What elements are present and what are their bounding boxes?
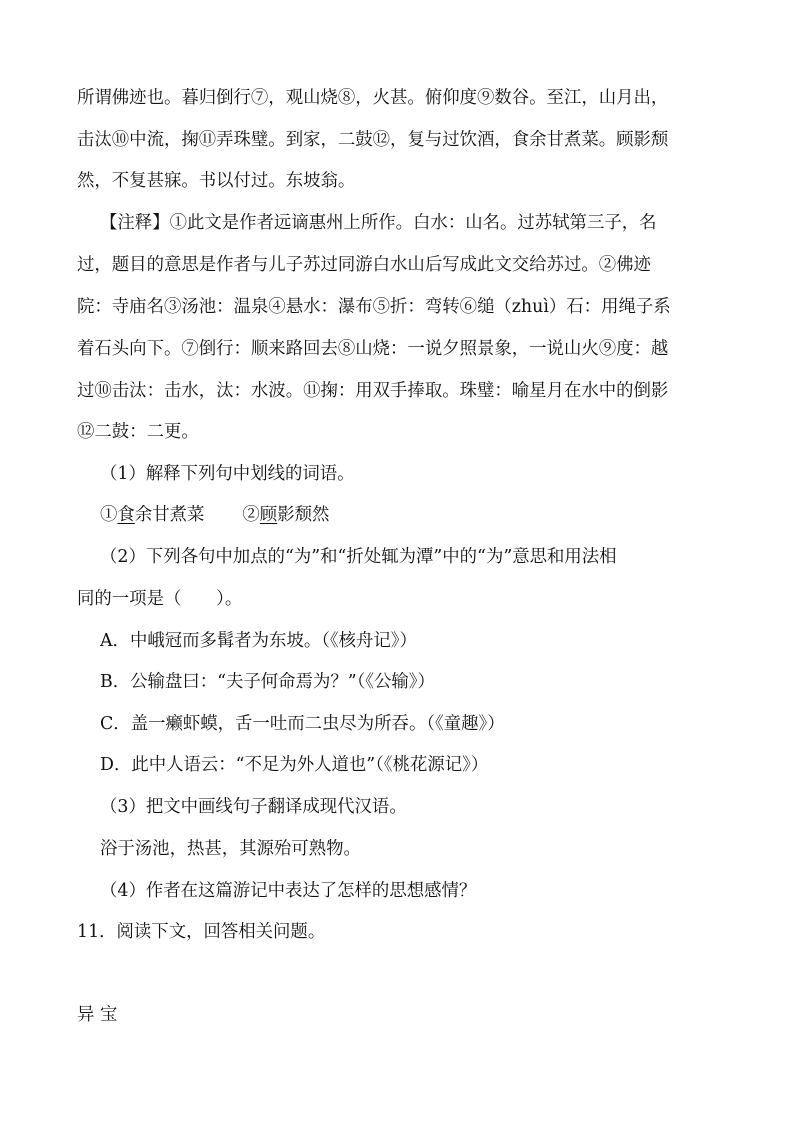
notes-line: 院：寺庙名③汤池：温泉④悬水：瀑布⑤折：弯转⑥缒（zhuì）石：用绳子系 xyxy=(77,297,671,317)
notes-line: 【注释】①此文是作者远谪惠州上所作。白水：山名。过苏轼第三子，名 xyxy=(100,213,657,233)
question-3-prompt: （3）把文中画线句子翻译成现代汉语。 xyxy=(100,797,407,817)
underlined-word: 食 xyxy=(117,505,135,525)
question-2-prompt: （2）下列各句中加点的“为”和“折处辄为潭”中的“为”意思和用法相 xyxy=(100,547,617,567)
notes-line: 过⑩击汰：击水，汰：水波。⑪掬：用双手捧取。珠璧：喻星月在水中的倒影 xyxy=(77,381,669,401)
option-c: C．盖一癞虾蟆，舌一吐而二虫尽为所吞。（《童趣》） xyxy=(100,714,505,734)
question-11-prompt: 11．阅读下文，回答相关问题。 xyxy=(77,922,326,942)
item-text: 余甘煮菜 xyxy=(134,505,205,525)
item-text: 影颓然 xyxy=(277,505,330,525)
question-1-prompt: （1）解释下列句中划线的词语。 xyxy=(100,464,355,484)
option-d: D．此中人语云：“不足为外人道也”（《桃花源记》） xyxy=(100,755,489,775)
passage-line: 所谓佛迹也。暮归倒行⑦，观山烧⑧，火甚。俯仰度⑨数谷。至江，山月出， xyxy=(77,88,669,108)
section-title: 异 宝 xyxy=(77,1005,118,1025)
question-3-sentence: 浴于汤池，热甚，其源殆可熟物。 xyxy=(100,839,361,859)
question-2-prompt: 同的一项是（ ）。 xyxy=(77,589,243,609)
notes-line: 着石头向下。⑦倒行：顺来路回去⑧山烧：一说夕照景象，一说山火⑨度：越 xyxy=(77,339,669,359)
passage-line: 然，不复甚寐。书以付过。东坡翁。 xyxy=(77,171,356,191)
passage-line: 击汰⑩中流，掬⑪弄珠璧。到家，二鼓⑫，复与过饮酒，食余甘煮菜。顾影颓 xyxy=(77,130,669,150)
option-b: B．公输盘曰：“夫子何命焉为？”（《公输》） xyxy=(100,672,435,692)
item-number: ① xyxy=(100,505,118,525)
option-a: A．中峨冠而多髯者为东坡。（《核舟记》） xyxy=(100,631,417,651)
item-number: ② xyxy=(242,505,260,525)
underlined-word: 顾 xyxy=(259,505,278,525)
notes-line: 过，题目的意思是作者与儿子苏过同游白水山后写成此文交给苏过。②佛迹 xyxy=(77,255,651,275)
notes-line: ⑫二鼓：二更。 xyxy=(77,422,199,442)
question-1-items xyxy=(100,503,329,527)
question-4-prompt: （4）作者在这篇游记中表达了怎样的思想感情？ xyxy=(100,881,477,901)
